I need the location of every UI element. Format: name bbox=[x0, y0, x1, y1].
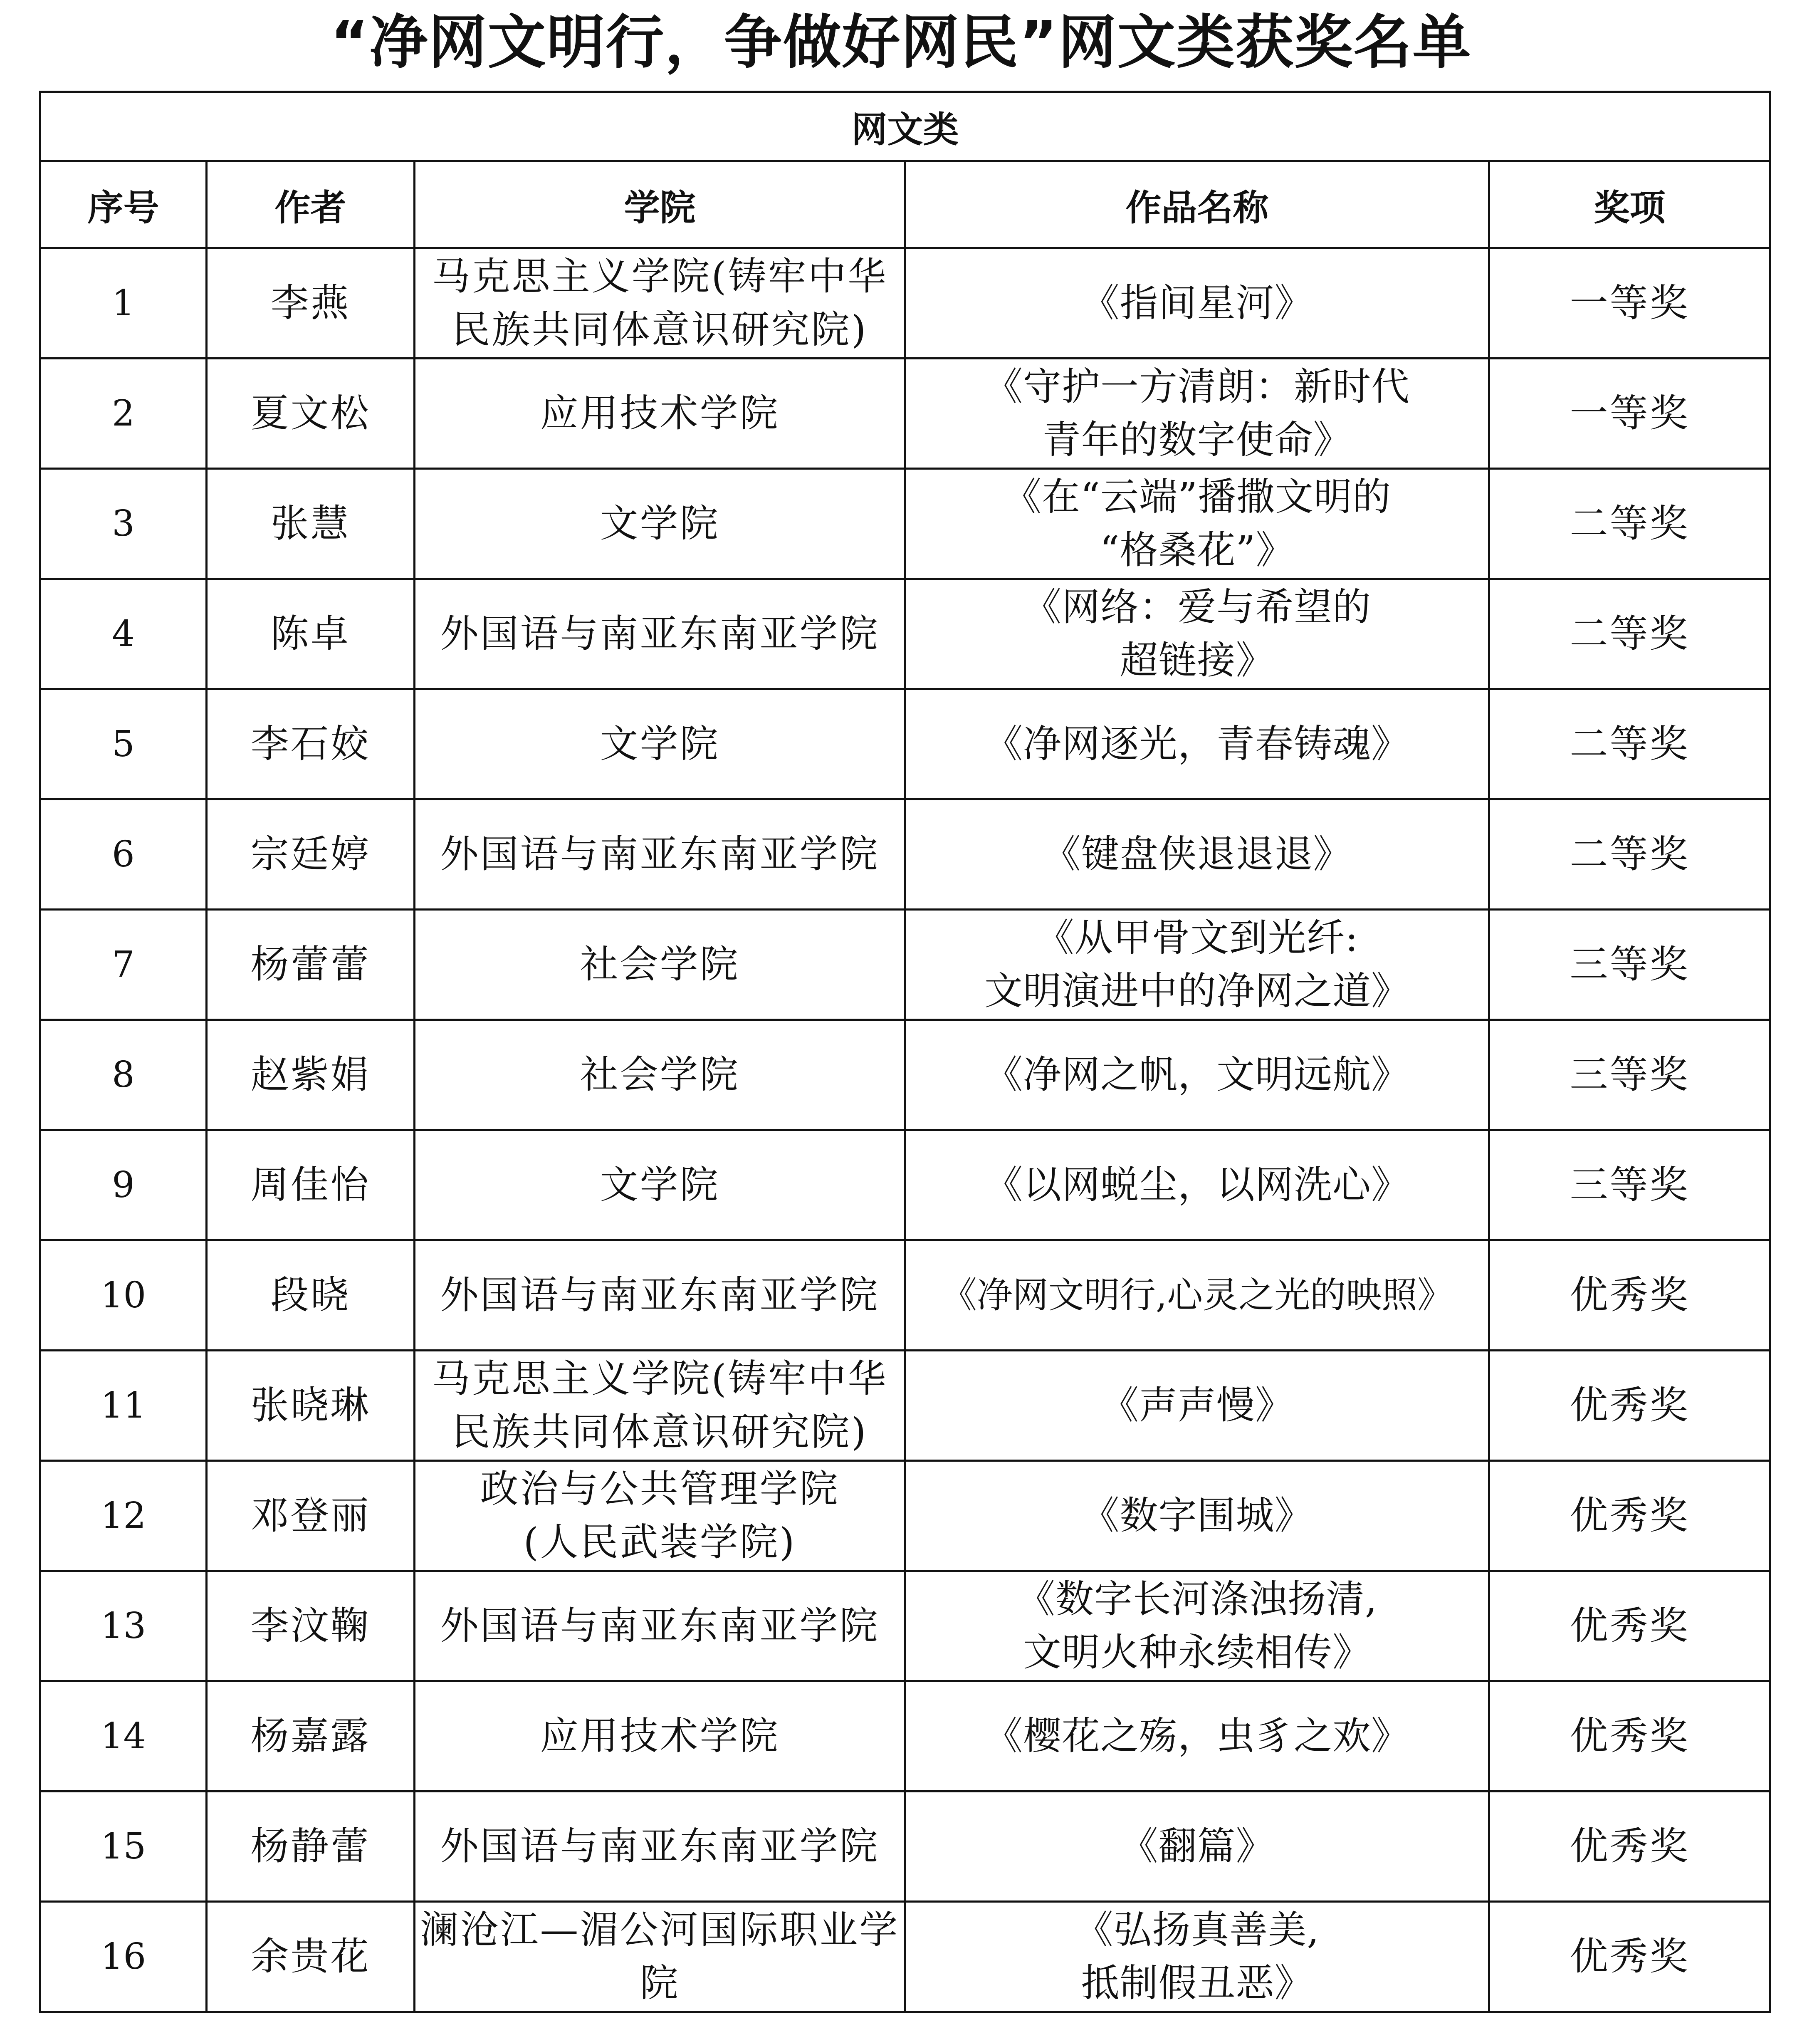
cell-work-line: 《净网之帆，文明远航》 bbox=[984, 1052, 1410, 1097]
cell-work-line: 《声声慢》 bbox=[1100, 1383, 1294, 1428]
cell-college bbox=[415, 1461, 905, 1571]
cell-college-line: 外国语与南亚东南亚学院 bbox=[440, 1273, 880, 1317]
cell-work bbox=[905, 1792, 1489, 1902]
cell-college-line: 应用技术学院 bbox=[540, 391, 780, 436]
cell-college bbox=[415, 910, 905, 1020]
cell-author: 张慧 bbox=[207, 469, 415, 579]
cell-author: 杨嘉露 bbox=[207, 1681, 415, 1792]
cell-work bbox=[905, 1020, 1489, 1130]
table-row bbox=[40, 469, 1770, 579]
cell-college-line: 政治与公共管理学院 bbox=[480, 1467, 840, 1511]
cell-index: 9 bbox=[40, 1130, 207, 1240]
cell-award: 二等奖 bbox=[1489, 799, 1770, 910]
table-row bbox=[40, 910, 1770, 1020]
cell-author: 李燕 bbox=[207, 248, 415, 359]
cell-work-line: 《净网逐光，青春铸魂》 bbox=[984, 722, 1410, 766]
cell-work-line: 《键盘侠退退退》 bbox=[1042, 832, 1352, 876]
cell-work-line: 《守护一方清朗：新时代 bbox=[984, 364, 1410, 409]
cell-work-line: 《从甲骨文到光纤: bbox=[1036, 916, 1359, 960]
table-row bbox=[40, 799, 1770, 910]
cell-work-line: 青年的数字使命》 bbox=[1042, 418, 1352, 462]
cell-work-line: 抵制假丑恶》 bbox=[1081, 1961, 1313, 2005]
cell-author: 邓登丽 bbox=[207, 1461, 415, 1571]
cell-author: 夏文松 bbox=[207, 359, 415, 469]
table-row bbox=[40, 1681, 1770, 1792]
cell-work-line: 《翻篇》 bbox=[1120, 1824, 1275, 1868]
cell-college-line: 民族共同体意识研究院) bbox=[452, 1410, 868, 1454]
cell-award: 优秀奖 bbox=[1489, 1351, 1770, 1461]
cell-index: 8 bbox=[40, 1020, 207, 1130]
cell-college-line: 马克思主义学院(铸牢中华 bbox=[432, 1356, 888, 1401]
cell-college bbox=[415, 248, 905, 359]
cell-college bbox=[415, 799, 905, 910]
table-row bbox=[40, 1130, 1770, 1240]
cell-award: 优秀奖 bbox=[1489, 1571, 1770, 1681]
table-row bbox=[40, 248, 1770, 359]
cell-author: 杨蕾蕾 bbox=[207, 910, 415, 1020]
cell-college-line: 外国语与南亚东南亚学院 bbox=[440, 1824, 880, 1868]
cell-index: 4 bbox=[40, 579, 207, 689]
cell-college-line: 文学院 bbox=[600, 722, 720, 766]
cell-work bbox=[905, 248, 1489, 359]
cell-work bbox=[905, 359, 1489, 469]
cell-work-line: 超链接》 bbox=[1120, 638, 1275, 683]
cell-work bbox=[905, 469, 1489, 579]
cell-author: 余贵花 bbox=[207, 1902, 415, 2012]
cell-author: 周佳怡 bbox=[207, 1130, 415, 1240]
header-row bbox=[40, 161, 1770, 248]
cell-index: 1 bbox=[40, 248, 207, 359]
cell-college-line: 外国语与南亚东南亚学院 bbox=[440, 832, 880, 876]
cell-college bbox=[415, 1351, 905, 1461]
cell-award: 优秀奖 bbox=[1489, 1240, 1770, 1351]
cell-college-line: 文学院 bbox=[600, 501, 720, 546]
cell-author: 李汶鞠 bbox=[207, 1571, 415, 1681]
cell-college-line: 民族共同体意识研究院) bbox=[452, 307, 868, 352]
cell-college-line: 澜沧江—湄公河国际职业学 bbox=[420, 1908, 900, 1952]
cell-work-line: 《在“云端”播撒文明的 bbox=[1003, 475, 1392, 519]
cell-index: 2 bbox=[40, 359, 207, 469]
cell-college-line: 社会学院 bbox=[580, 942, 740, 987]
cell-college-line: 应用技术学院 bbox=[540, 1714, 780, 1758]
cell-college bbox=[415, 1130, 905, 1240]
cell-college bbox=[415, 689, 905, 799]
cell-college-line: 外国语与南亚东南亚学院 bbox=[440, 1604, 880, 1648]
cell-award: 二等奖 bbox=[1489, 689, 1770, 799]
cell-index: 5 bbox=[40, 689, 207, 799]
column-header-index: 序号 bbox=[40, 161, 207, 248]
cell-author: 段晓 bbox=[207, 1240, 415, 1351]
column-header-award: 奖项 bbox=[1489, 161, 1770, 248]
column-header-author: 作者 bbox=[207, 161, 415, 248]
cell-college bbox=[415, 1902, 905, 2012]
cell-work-line: 《数字围城》 bbox=[1081, 1493, 1313, 1538]
cell-index: 12 bbox=[40, 1461, 207, 1571]
cell-award: 优秀奖 bbox=[1489, 1461, 1770, 1571]
cell-work bbox=[905, 799, 1489, 910]
table-row bbox=[40, 1461, 1770, 1571]
cell-work-line: 《净网文明行,心灵之光的映照》 bbox=[941, 1274, 1453, 1316]
cell-work-line: 《以网蜕尘，以网洗心》 bbox=[984, 1163, 1410, 1207]
cell-index: 13 bbox=[40, 1571, 207, 1681]
table-row bbox=[40, 1351, 1770, 1461]
cell-work bbox=[905, 1571, 1489, 1681]
cell-work bbox=[905, 579, 1489, 689]
cell-work-line: 文明演进中的净网之道》 bbox=[984, 969, 1410, 1013]
table-row bbox=[40, 1020, 1770, 1130]
cell-author: 李石姣 bbox=[207, 689, 415, 799]
cell-index: 11 bbox=[40, 1351, 207, 1461]
cell-college-line: 文学院 bbox=[600, 1163, 720, 1207]
cell-college-line: 院 bbox=[640, 1961, 680, 2005]
cell-work-line: “格桑花”》 bbox=[1100, 528, 1295, 572]
cell-work bbox=[905, 1902, 1489, 2012]
cell-work-line: 《网络：爱与希望的 bbox=[1023, 585, 1371, 629]
cell-award: 三等奖 bbox=[1489, 1130, 1770, 1240]
section-label: 网文类 bbox=[40, 92, 1770, 161]
cell-college-line: 马克思主义学院(铸牢中华 bbox=[432, 254, 888, 299]
cell-index: 14 bbox=[40, 1681, 207, 1792]
document-title: “净网文明行，争做好网民”网文类获奖名单 bbox=[330, 9, 1472, 77]
cell-author: 赵紫娟 bbox=[207, 1020, 415, 1130]
cell-college-line: 外国语与南亚东南亚学院 bbox=[440, 611, 880, 656]
cell-author: 杨静蕾 bbox=[207, 1792, 415, 1902]
cell-work bbox=[905, 1130, 1489, 1240]
cell-award: 三等奖 bbox=[1489, 910, 1770, 1020]
cell-index: 6 bbox=[40, 799, 207, 910]
cell-college-line: (人民武装学院) bbox=[523, 1520, 796, 1564]
cell-award: 三等奖 bbox=[1489, 1020, 1770, 1130]
cell-index: 7 bbox=[40, 910, 207, 1020]
table-row bbox=[40, 579, 1770, 689]
cell-author: 张晓琳 bbox=[207, 1351, 415, 1461]
cell-college bbox=[415, 469, 905, 579]
cell-college bbox=[415, 579, 905, 689]
column-header-college: 学院 bbox=[415, 161, 905, 248]
cell-work-line: 《指间星河》 bbox=[1081, 281, 1313, 325]
cell-college bbox=[415, 1240, 905, 1351]
cell-work bbox=[905, 1461, 1489, 1571]
cell-work bbox=[905, 1240, 1489, 1351]
award-table bbox=[39, 91, 1771, 2013]
table-row bbox=[40, 1571, 1770, 1681]
cell-award: 二等奖 bbox=[1489, 579, 1770, 689]
section-row bbox=[40, 92, 1770, 161]
cell-index: 3 bbox=[40, 469, 207, 579]
cell-award: 优秀奖 bbox=[1489, 1902, 1770, 2012]
cell-work bbox=[905, 910, 1489, 1020]
table-row bbox=[40, 689, 1770, 799]
cell-author: 宗廷婷 bbox=[207, 799, 415, 910]
cell-index: 15 bbox=[40, 1792, 207, 1902]
cell-work-line: 《数字长河涤浊扬清, bbox=[1016, 1577, 1378, 1621]
table-row bbox=[40, 359, 1770, 469]
cell-college bbox=[415, 1792, 905, 1902]
table-row bbox=[40, 1240, 1770, 1351]
cell-college bbox=[415, 1681, 905, 1792]
cell-work-line: 文明火种永续相传》 bbox=[1023, 1630, 1371, 1675]
cell-author: 陈卓 bbox=[207, 579, 415, 689]
column-header-work: 作品名称 bbox=[905, 161, 1489, 248]
cell-award: 优秀奖 bbox=[1489, 1681, 1770, 1792]
cell-work bbox=[905, 1681, 1489, 1792]
cell-award: 优秀奖 bbox=[1489, 1792, 1770, 1902]
cell-college-line: 社会学院 bbox=[580, 1052, 740, 1097]
cell-award: 一等奖 bbox=[1489, 359, 1770, 469]
cell-work bbox=[905, 1351, 1489, 1461]
cell-college bbox=[415, 1571, 905, 1681]
cell-award: 二等奖 bbox=[1489, 469, 1770, 579]
cell-work-line: 《弘扬真善美, bbox=[1075, 1908, 1320, 1952]
table-row bbox=[40, 1792, 1770, 1902]
cell-index: 10 bbox=[40, 1240, 207, 1351]
table-row bbox=[40, 1902, 1770, 2012]
cell-award: 一等奖 bbox=[1489, 248, 1770, 359]
cell-index: 16 bbox=[40, 1902, 207, 2012]
cell-college bbox=[415, 359, 905, 469]
cell-work bbox=[905, 689, 1489, 799]
cell-college bbox=[415, 1020, 905, 1130]
cell-work-line: 《樱花之殇，虫豸之欢》 bbox=[984, 1714, 1410, 1758]
